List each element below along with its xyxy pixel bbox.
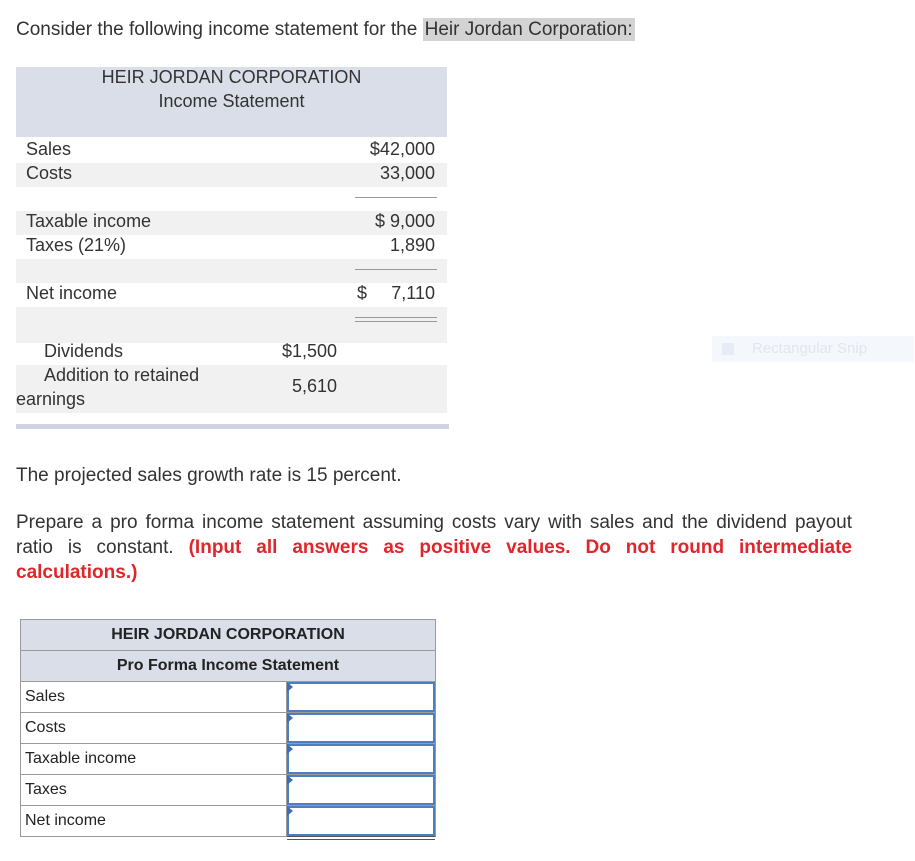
band-after-net [16,307,447,343]
intro-highlight: Heir Jordan Corporation: [424,19,633,40]
statement-title: Income Statement [158,91,305,111]
dividends-label: Dividends [44,341,124,361]
intro-text [16,16,635,44]
pro-forma-row-taxable [21,744,436,775]
retained-value: 5,610 [291,376,337,396]
instructions-emphasis: (Input all answers as positive values. Do not round intermediate calculations.) [16,537,852,583]
costs-label: Costs [26,163,73,183]
taxable-label: Taxable income [26,211,152,231]
pro-forma-taxable-input[interactable] [287,744,435,774]
snip-icon [722,343,734,355]
instructions-text: Prepare a pro forma income statement assuming costs vary with sales and the dividend payout ratio is constant. [16,512,852,558]
taxes-underline [355,269,437,270]
net-income-underline-2 [355,321,437,322]
cell-marker-icon [287,682,293,692]
statement-company: HEIR JORDAN CORPORATION [101,67,362,87]
pro-forma-costs-label: Costs [21,713,287,744]
instructions [16,510,852,585]
retained-label-line1: Addition to retained [44,365,200,385]
pro-forma-sales-label: Sales [21,682,287,713]
costs-underline [355,197,437,198]
sales-label: Sales [26,139,72,159]
cell-marker-icon [287,713,293,723]
cell-marker-icon [287,775,293,785]
pro-forma-row-taxes [21,775,436,806]
taxable-value: $ 9,000 [374,211,435,231]
pro-forma-taxes-label: Taxes [21,775,287,806]
pro-forma-taxable-label: Taxable income [21,744,287,775]
dividends-value: $1,500 [281,341,337,361]
cell-marker-icon [287,744,293,754]
income-statement [16,67,447,413]
statement-bottom-bar [16,424,449,429]
net-income-currency: $ [357,283,368,303]
band-after-taxes [16,259,447,283]
net-income-double-underline [287,836,435,840]
snip-label: Rectangular Snip [752,340,868,357]
pro-forma-table [20,619,436,837]
pro-forma-taxes-input[interactable] [287,775,435,805]
taxes-label: Taxes (21%) [26,235,127,255]
pro-forma-row-sales [21,682,436,713]
pro-forma-net-income-input[interactable] [287,806,435,836]
pro-forma-row-costs [21,713,436,744]
cell-marker-icon [287,806,293,816]
pro-forma-sales-input[interactable] [287,682,435,712]
taxes-value: 1,890 [389,235,435,255]
pro-forma-company: HEIR JORDAN CORPORATION [21,620,436,651]
net-income-underline-1 [355,317,437,318]
pro-forma-row-net-income [21,806,436,837]
intro-prefix: Consider the following income statement for the [16,19,423,40]
net-income-label: Net income [26,283,118,303]
rectangular-snip-tooltip [712,336,914,362]
pro-forma-net-income-label: Net income [21,806,287,837]
growth-rate-text: The projected sales growth rate is 15 percent. [16,465,402,486]
sales-value: $42,000 [369,139,435,159]
pro-forma-title: Pro Forma Income Statement [21,651,436,682]
retained-label-line2: earnings [16,389,86,409]
net-income-value: 7,110 [391,283,435,303]
pro-forma-costs-input[interactable] [287,713,435,743]
costs-value: 33,000 [379,163,435,183]
